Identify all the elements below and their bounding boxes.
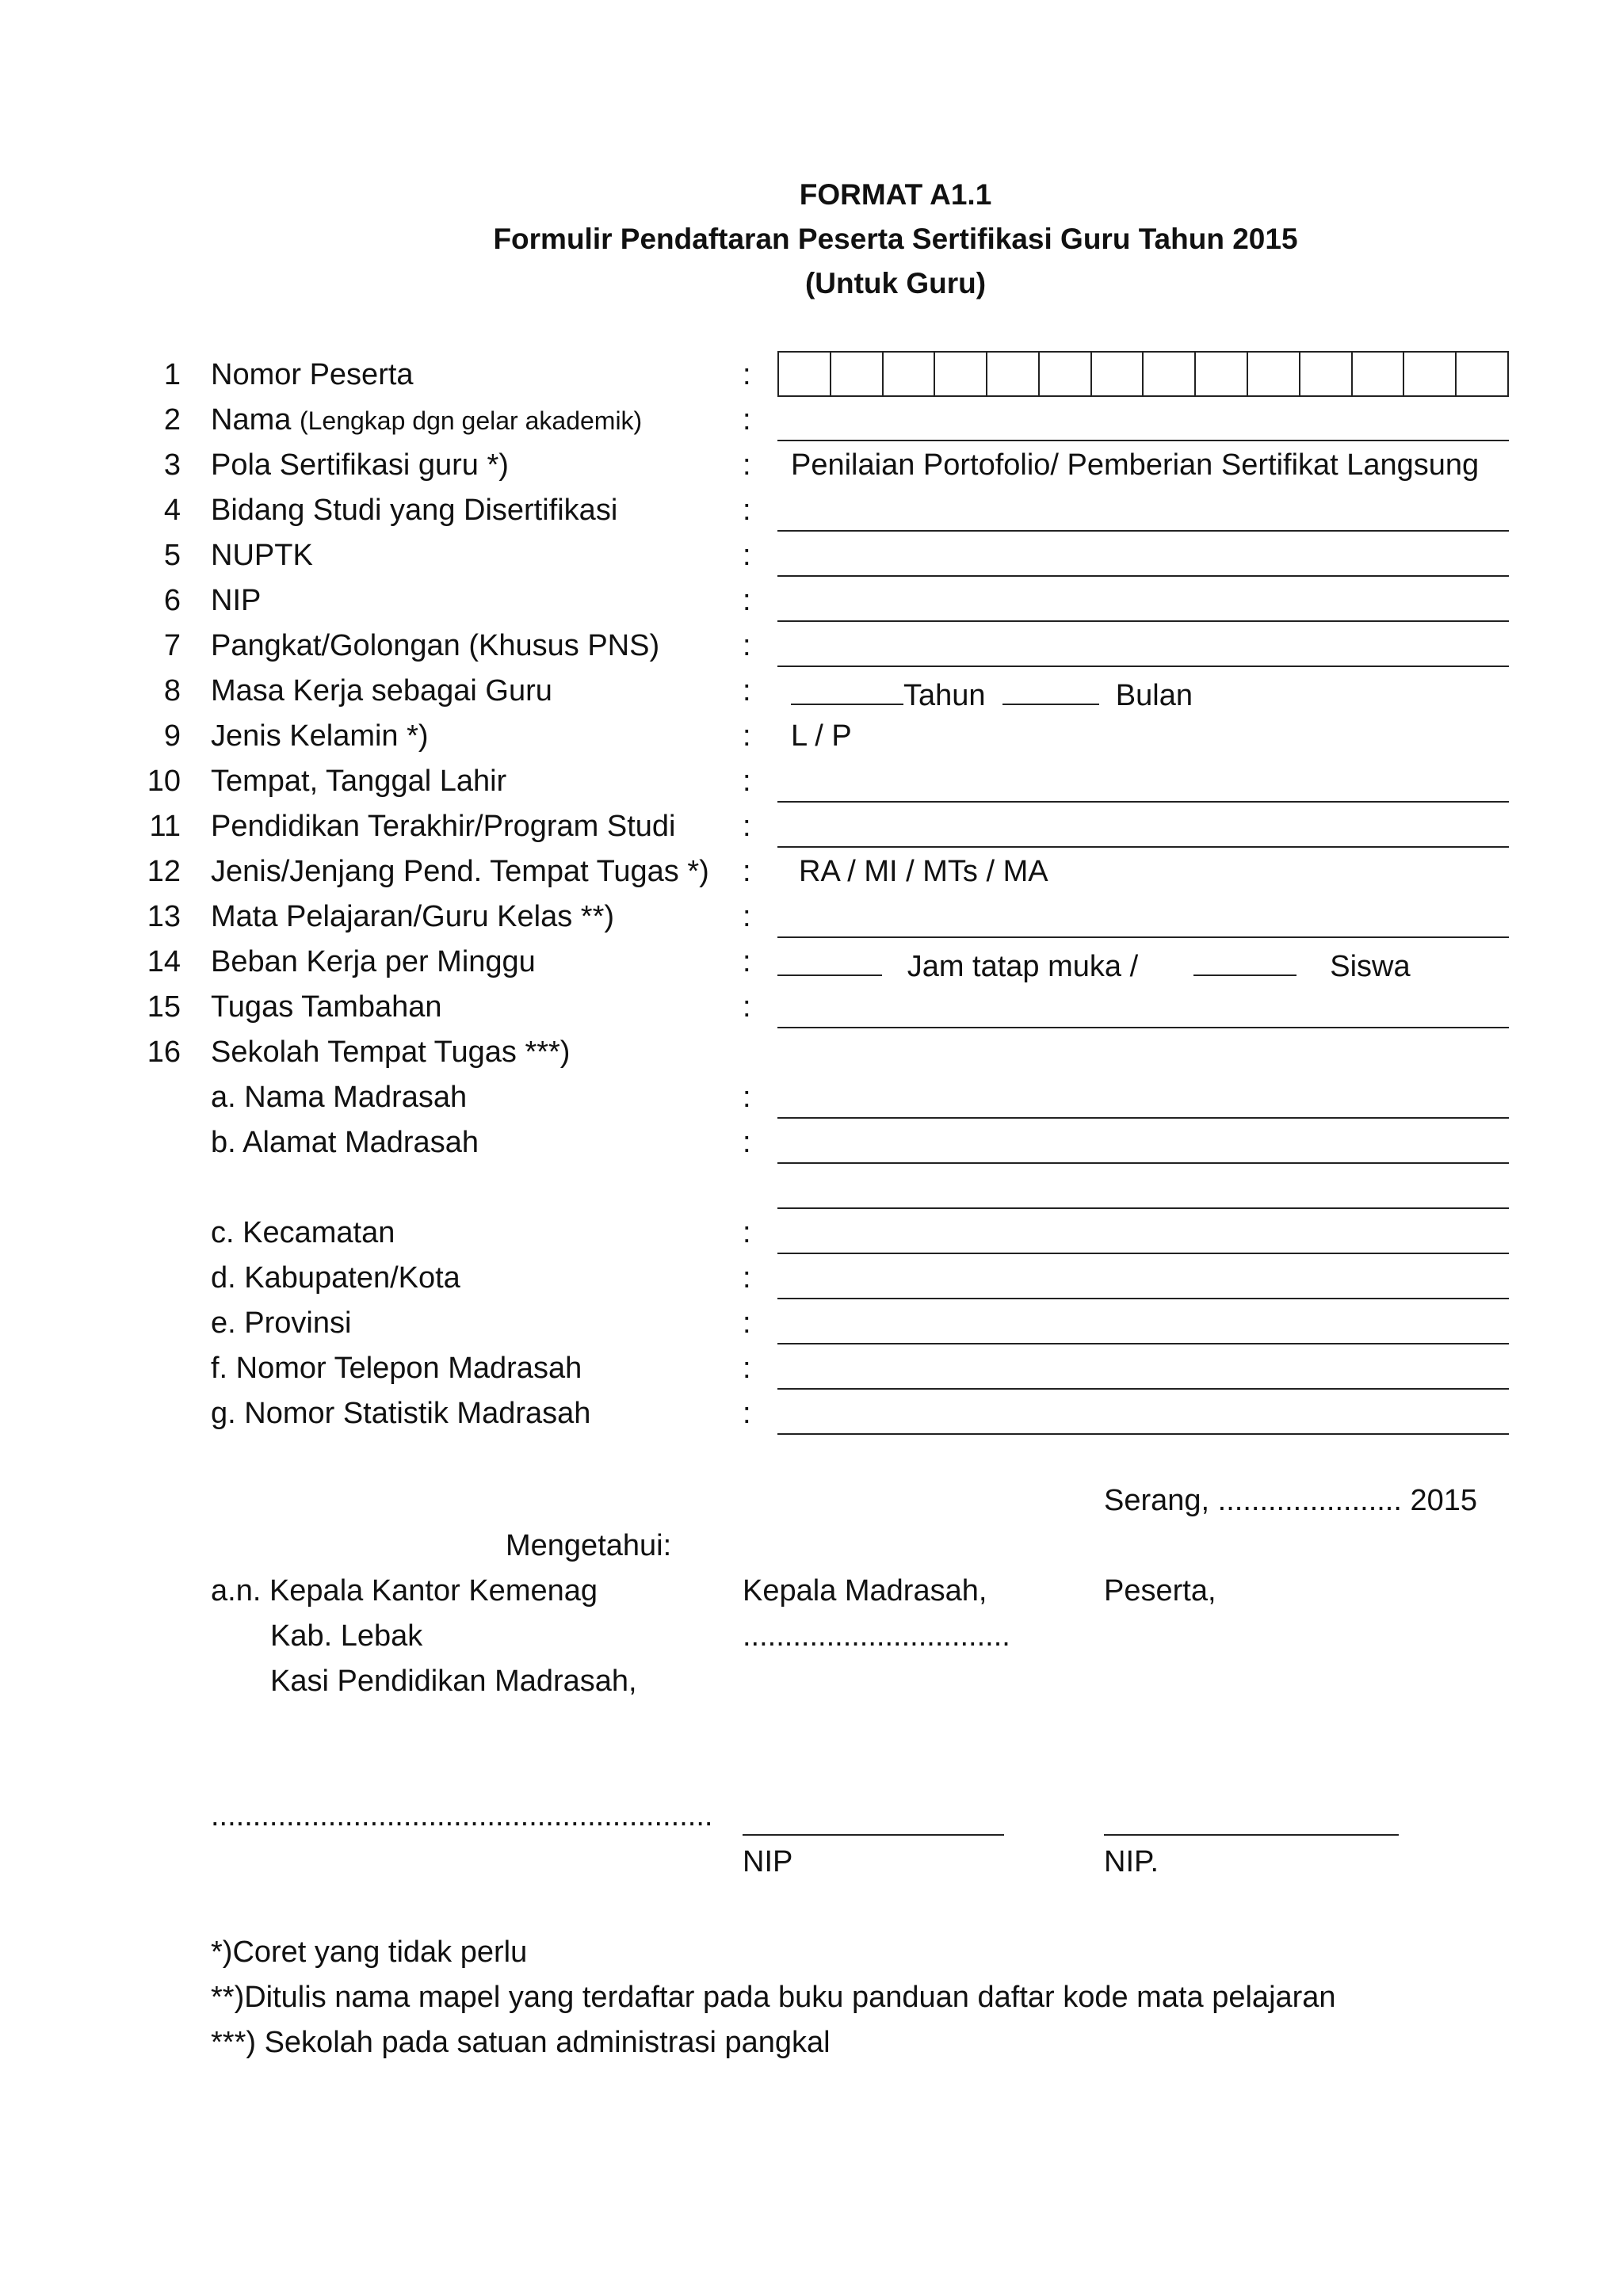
hours-blank[interactable] <box>777 944 882 976</box>
fill-line[interactable] <box>777 1433 1509 1435</box>
field-colon: : <box>743 1081 751 1114</box>
field-number: 2 <box>163 403 181 437</box>
field-row-nip <box>0 577 1623 622</box>
field-colon: : <box>743 1352 751 1385</box>
field-label <box>211 402 642 438</box>
field-value[interactable]: Penilaian Portofolio/ Pemberian Sertifikat Langsung <box>791 448 1480 482</box>
participant-signature-line[interactable] <box>1104 1834 1399 1836</box>
field-row-tugas-tambahan <box>0 983 1623 1028</box>
school-row-alamat-cont <box>0 1164 1623 1209</box>
field-number: 1 <box>163 358 181 391</box>
months-label: Bulan <box>1115 679 1193 712</box>
school-row-kecamatan <box>0 1209 1623 1254</box>
field-number: 10 <box>147 765 181 798</box>
principal-title: Kepala Madrasah, <box>743 1574 987 1608</box>
format-code: FORMAT A1.1 <box>799 178 992 211</box>
field-row-mata-pelajaran <box>0 893 1623 938</box>
field-row-bidang-studi <box>0 486 1623 532</box>
years-blank[interactable] <box>791 673 903 705</box>
field-label: Pangkat/Golongan (Khusus PNS) <box>211 629 660 662</box>
months-blank[interactable] <box>1002 673 1099 705</box>
digit-box[interactable] <box>1248 353 1300 395</box>
field-colon: : <box>743 584 751 617</box>
field-label: f. Nomor Telepon Madrasah <box>211 1352 582 1385</box>
digit-box[interactable] <box>1353 353 1405 395</box>
field-value[interactable]: L / P <box>791 719 852 753</box>
school-row-nsm <box>0 1390 1623 1435</box>
form-title: Formulir Pendaftaran Peserta Sertifikasi Guru Tahun 2015 <box>493 223 1298 255</box>
field-label: g. Nomor Statistik Madrasah <box>211 1397 591 1430</box>
field-label: Tugas Tambahan <box>211 990 442 1024</box>
digit-box[interactable] <box>935 353 987 395</box>
field-colon: : <box>743 945 751 978</box>
field-label: Jenis/Jenjang Pend. Tempat Tugas *) <box>211 855 709 888</box>
field-value[interactable]: RA / MI / MTs / MA <box>799 855 1048 888</box>
school-row-provinsi <box>0 1299 1623 1344</box>
digit-box[interactable] <box>1196 353 1248 395</box>
footnote-2: **)Ditulis nama mapel yang terdaftar pada buku panduan daftar kode mata pelajaran <box>211 1981 1336 2014</box>
participant-title: Peserta, <box>1104 1574 1216 1608</box>
field-value <box>777 944 1138 984</box>
field-number: 12 <box>147 855 181 888</box>
field-value <box>791 673 1193 713</box>
field-row-masa-kerja <box>0 667 1623 712</box>
digit-box[interactable] <box>1144 353 1196 395</box>
principal-nip-label: NIP <box>743 1845 793 1878</box>
office-title-line1: a.n. Kepala Kantor Kemenag <box>211 1574 598 1608</box>
field-number: 9 <box>163 719 181 753</box>
field-colon: : <box>743 765 751 798</box>
field-colon: : <box>743 810 751 843</box>
school-row-alamat <box>0 1119 1623 1164</box>
form-subtitle: (Untuk Guru) <box>804 267 987 299</box>
field-label: NIP <box>211 584 262 617</box>
school-row-kabupaten <box>0 1254 1623 1299</box>
field-colon: : <box>743 448 751 482</box>
students-blank[interactable] <box>1193 944 1296 976</box>
field-label: Bidang Studi yang Disertifikasi <box>211 494 618 527</box>
field-colon: : <box>743 1261 751 1295</box>
field-label: a. Nama Madrasah <box>211 1081 468 1114</box>
field-number: 4 <box>163 494 181 527</box>
digit-box[interactable] <box>987 353 1040 395</box>
principal-name-dots: ................................ <box>743 1619 1010 1653</box>
field-colon: : <box>743 358 751 391</box>
field-label: c. Kecamatan <box>211 1216 395 1249</box>
digit-box[interactable] <box>1404 353 1457 395</box>
field-label: Beban Kerja per Minggu <box>211 945 536 978</box>
digit-box[interactable] <box>1092 353 1144 395</box>
field-label: d. Kabupaten/Kota <box>211 1261 460 1295</box>
field-colon: : <box>743 494 751 527</box>
field-number: 7 <box>163 629 181 662</box>
acknowledged-label: Mengetahui: <box>506 1529 672 1562</box>
field-row-pola-sertifikasi <box>0 441 1623 486</box>
field-row-ttl <box>0 757 1623 803</box>
field-label: Sekolah Tempat Tugas ***) <box>211 1035 571 1069</box>
field-row-nama <box>0 396 1623 441</box>
digit-box[interactable] <box>1040 353 1092 395</box>
field-colon: : <box>743 900 751 933</box>
form-fields <box>0 351 1623 1435</box>
field-row-pendidikan <box>0 803 1623 848</box>
field-colon: : <box>743 990 751 1024</box>
place-date: Serang, ...................... 2015 <box>1104 1484 1478 1517</box>
field-colon: : <box>743 539 751 572</box>
field-row-sekolah <box>0 1028 1623 1074</box>
field-row-nomor-peserta <box>0 351 1623 396</box>
field-number: 14 <box>147 945 181 978</box>
field-label: b. Alamat Madrasah <box>211 1126 479 1159</box>
field-number: 15 <box>147 990 181 1024</box>
digit-box[interactable] <box>779 353 831 395</box>
office-signature-dots: ............................................................ <box>211 1799 713 1833</box>
field-label: e. Provinsi <box>211 1306 352 1340</box>
field-colon: : <box>743 1216 751 1249</box>
field-row-jenjang <box>0 848 1623 893</box>
principal-signature-line[interactable] <box>743 1834 1004 1836</box>
field-colon: : <box>743 1397 751 1430</box>
field-number: 5 <box>163 539 181 572</box>
digit-box[interactable] <box>884 353 936 395</box>
field-label: Masa Kerja sebagai Guru <box>211 674 552 707</box>
field-number: 3 <box>163 448 181 482</box>
field-colon: : <box>743 1126 751 1159</box>
office-title-line3: Kasi Pendidikan Madrasah, <box>270 1665 637 1698</box>
participant-number-boxes[interactable] <box>777 351 1509 397</box>
field-label: Jenis Kelamin *) <box>211 719 429 753</box>
field-number: 11 <box>149 810 181 843</box>
students-field <box>1193 944 1411 984</box>
field-row-jenis-kelamin <box>0 712 1623 757</box>
field-colon: : <box>743 719 751 753</box>
digit-box[interactable] <box>1457 353 1507 395</box>
digit-box[interactable] <box>1300 353 1353 395</box>
field-number: 16 <box>147 1035 181 1069</box>
years-label: Tahun <box>903 679 986 712</box>
field-colon: : <box>743 1306 751 1340</box>
field-label-note: (Lengkap dgn gelar akademik) <box>299 406 643 435</box>
office-title-line2: Kab. Lebak <box>270 1619 423 1653</box>
school-row-telepon <box>0 1344 1623 1390</box>
field-number: 13 <box>147 900 181 933</box>
hours-label: Jam tatap muka / <box>907 950 1139 983</box>
field-row-beban-kerja <box>0 938 1623 983</box>
field-colon: : <box>743 403 751 437</box>
field-colon: : <box>743 674 751 707</box>
field-colon: : <box>743 629 751 662</box>
field-label: Pola Sertifikasi guru *) <box>211 448 509 482</box>
field-label: Nomor Peserta <box>211 358 414 391</box>
field-colon: : <box>743 855 751 888</box>
footnote-3: ***) Sekolah pada satuan administrasi pangkal <box>211 2026 831 2059</box>
field-number: 6 <box>163 584 181 617</box>
field-label: Tempat, Tanggal Lahir <box>211 765 507 798</box>
digit-box[interactable] <box>831 353 884 395</box>
field-number: 8 <box>163 674 181 707</box>
field-label-text: Nama <box>211 403 292 437</box>
field-label: Mata Pelajaran/Guru Kelas **) <box>211 900 615 933</box>
field-label: NUPTK <box>211 539 313 572</box>
field-label: Pendidikan Terakhir/Program Studi <box>211 810 676 843</box>
participant-nip-label: NIP. <box>1104 1845 1159 1878</box>
footnote-1: *)Coret yang tidak perlu <box>211 1936 528 1969</box>
field-row-pangkat <box>0 622 1623 667</box>
school-row-nama <box>0 1074 1623 1119</box>
students-label: Siswa <box>1330 950 1411 983</box>
field-row-nuptk <box>0 532 1623 577</box>
